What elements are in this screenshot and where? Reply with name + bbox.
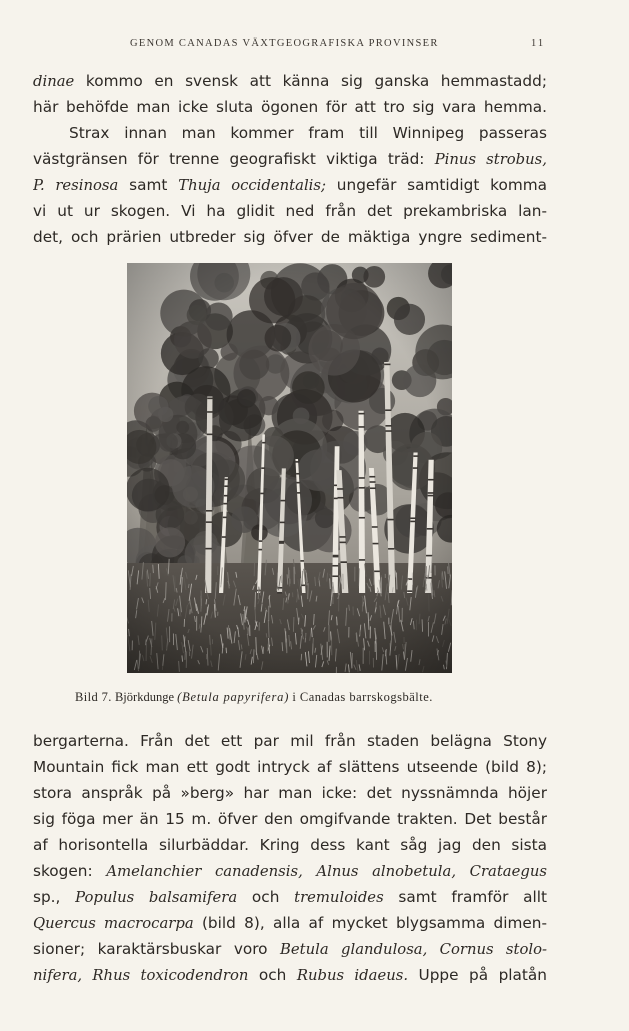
italic-text: tremuloides [294, 889, 384, 906]
text-run: samt [118, 176, 179, 194]
text-line [33, 780, 547, 806]
text-run: sp., [33, 888, 76, 906]
italic-text: P. resinosa [33, 177, 119, 194]
italic-text: Amelanchier canadensis, Alnus alnobetula, Crataegus [106, 863, 547, 880]
text-line [33, 198, 547, 224]
text-line [33, 224, 547, 250]
text-run: vi ut ur skogen. Vi ha glidit ned från det prekambriska lan- [33, 202, 547, 220]
text-run: (bild 8), alla af mycket blygsamma dimen- [193, 914, 547, 932]
text-run: västgränsen för trenne geografiskt viktiga träd: [33, 150, 435, 168]
text-line [33, 962, 547, 988]
page-number: 11 [531, 38, 546, 49]
running-head: GENOM CANADAS VÄXTGEOGRAFISKA PROVINSER [130, 38, 439, 49]
figure-text-before: Björkdunge [114, 690, 174, 704]
text-line [33, 94, 547, 120]
italic-text: Rubus idaeus. [296, 967, 409, 984]
italic-text: Betula glandulosa, Cornus stolo- [280, 941, 547, 958]
text-line [33, 68, 547, 94]
text-run: samt framför allt [383, 888, 547, 906]
text-run: och [248, 966, 297, 984]
text-run: skogen: [33, 862, 107, 880]
text-run: af horisontella silurbäddar. Kring dess kant såg jag den sista [33, 836, 547, 854]
text-line [33, 806, 547, 832]
text-run: det, och prärien utbreder sig öfver de mäktiga yngre sediment- [33, 228, 547, 246]
text-line [33, 936, 547, 962]
text-line [33, 858, 547, 884]
paragraph-top [33, 68, 547, 250]
italic-text: dinae [33, 73, 75, 90]
text-run: bergarterna. Från det ett par mil från staden belägna Stony [33, 732, 547, 750]
text-run: stora anspråk på »berg» har man icke: det nyssnämnda höjer [33, 784, 547, 802]
text-line [33, 172, 547, 198]
text-run: Uppe på platån [408, 966, 547, 984]
figure-caption [75, 690, 433, 705]
birch-grove-photo [127, 263, 452, 673]
paragraph-bottom [33, 728, 547, 988]
text-run: sig föga mer än 15 m. öfver den omgifvande trakten. Det består [33, 810, 547, 828]
italic-text: Quercus macrocarpa [33, 915, 194, 932]
text-line [33, 832, 547, 858]
figure-text-after: i Canadas barrskogsbälte. [292, 690, 433, 704]
text-line [33, 728, 547, 754]
text-run: och [237, 888, 295, 906]
text-run: ungefär samtidigt komma [325, 176, 547, 194]
text-run: kommo en svensk att känna sig ganska hemmastadd; [74, 72, 547, 90]
text-run: Strax innan man kommer fram till Winnipeg passeras [69, 124, 547, 142]
italic-text: Thuja occidentalis; [178, 177, 326, 194]
italic-text: Populus balsamifera [75, 889, 238, 906]
text-line [33, 884, 547, 910]
text-run: Mountain fick man ett godt intryck af slättens utseende (bild 8); [33, 758, 547, 776]
italic-text: Pinus strobus, [434, 151, 547, 168]
text-line [33, 146, 547, 172]
text-line [33, 120, 547, 146]
text-line [33, 910, 547, 936]
text-run: här behöfde man icke sluta ögonen för att tro sig vara hemma. [33, 98, 547, 116]
text-run: sioner; karaktärsbuskar voro [33, 940, 281, 958]
figure-label: Bild 7. [75, 690, 112, 704]
figure-species: (Betula papyrifera) [177, 690, 290, 704]
italic-text: nifera, Rhus toxicodendron [33, 967, 249, 984]
text-line [33, 754, 547, 780]
